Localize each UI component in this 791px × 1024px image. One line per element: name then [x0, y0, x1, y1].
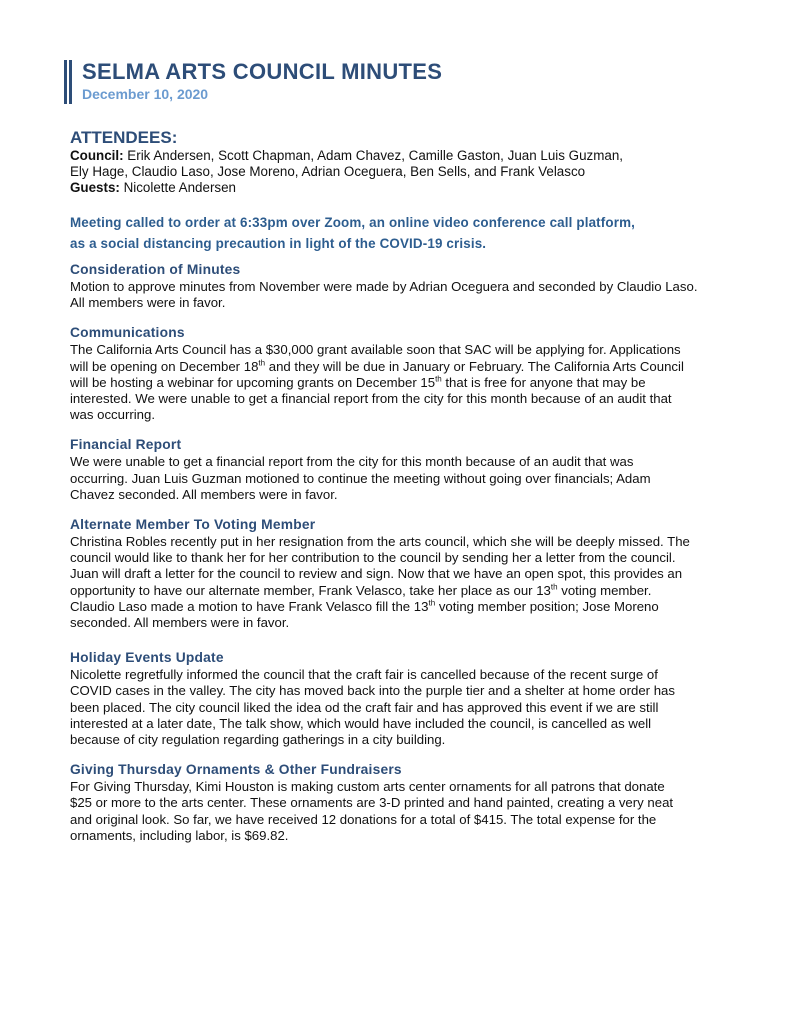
body-line: [70, 359, 760, 375]
body-line: interested. We were unable to get a financial report from the city for this month because of an audit that: [70, 391, 672, 407]
section-heading: Financial Report: [70, 437, 182, 453]
meeting-date: December 10, 2020: [82, 86, 209, 102]
section-communications: [70, 324, 760, 423]
section-body: [70, 279, 760, 311]
call-to-order-line: as a social distancing precaution in light of the COVID-19 crisis.: [70, 236, 487, 251]
section-body: [70, 454, 760, 503]
guests-names: Nicolette Andersen: [123, 180, 236, 195]
section-heading: Holiday Events Update: [70, 650, 224, 666]
ordinal-suffix: th: [258, 358, 266, 368]
title-accent-bar: [64, 60, 67, 104]
body-line: We were unable to get a financial report from the city for this month because of an audit that was: [70, 454, 634, 470]
body-line: been placed. The city council liked the idea od the craft fair and has approved this event if we are still: [70, 699, 659, 715]
body-text: Claudio Laso made a motion to have Frank Velasco fill the 13: [70, 598, 429, 614]
section-body: [70, 342, 760, 423]
body-line: Christina Robles recently put in her resignation from the arts council, which she will be deeply missed. The: [70, 534, 690, 550]
section-body: [70, 667, 760, 748]
body-line: Chavez seconded. All members were in favor.: [70, 486, 338, 502]
section-heading: Giving Thursday Ornaments & Other Fundraisers: [70, 762, 402, 778]
body-line: For Giving Thursday, Kimi Houston is making custom arts center ornaments for all patrons that donate: [70, 779, 665, 795]
body-text: voting member.: [557, 582, 652, 598]
section-body: [70, 534, 760, 631]
section-heading: Communications: [70, 325, 185, 341]
body-line: was occurring.: [70, 407, 156, 423]
body-line: $25 or more to the arts center. These ornaments are 3-D printed and hand painted, creating a very neat: [70, 795, 674, 811]
body-text: will be hosting a webinar for upcoming grants on December 15: [70, 374, 436, 390]
section-heading: Alternate Member To Voting Member: [70, 517, 316, 533]
body-line: occurring. Juan Luis Guzman motioned to continue the meeting without going over financials; Adam: [70, 470, 651, 486]
body-line: Nicolette regretfully informed the council that the craft fair is cancelled because of the recent surge of: [70, 667, 658, 683]
call-to-order: [70, 212, 760, 254]
guests-line: [70, 180, 760, 196]
body-text: will be opening on December 18: [70, 358, 259, 374]
ordinal-suffix: th: [428, 598, 436, 608]
section-body: [70, 779, 760, 844]
section-financial-report: [70, 436, 760, 503]
section-heading: Consideration of Minutes: [70, 262, 241, 277]
attendees-heading: ATTENDEES:: [70, 128, 178, 147]
body-line: Motion to approve minutes from November were made by Adrian Oceguera and seconded by Claudio Laso.: [70, 279, 698, 294]
section-giving-thursday: [70, 761, 760, 844]
council-members-2: Ely Hage, Claudio Laso, Jose Moreno, Adrian Oceguera, Ben Sells, and Frank Velasco: [70, 164, 586, 179]
body-line: because of city regulation regarding gatherings in a city building.: [70, 732, 446, 748]
body-line: council would like to thank her for her contribution to the council by sending her a letter from the council.: [70, 550, 676, 566]
call-to-order-line: Meeting called to order at 6:33pm over Zoom, an online video conference call platform,: [70, 215, 636, 230]
council-label: Council:: [70, 148, 124, 163]
guests-label: Guests:: [70, 180, 120, 195]
body-line: [70, 583, 760, 599]
ordinal-suffix: th: [550, 582, 558, 592]
body-text: voting member position; Jose Moreno: [435, 598, 659, 614]
body-line: Juan will draft a letter for the council to review and sign. Now that we have an open spot, this provides an: [70, 566, 683, 582]
body-line: COVID cases in the valley. The city has moved back into the purple tier and a shelter at home order has: [70, 683, 675, 699]
council-members-1: Erik Andersen, Scott Chapman, Adam Chavez, Camille Gaston, Juan Luis Guzman,: [127, 148, 623, 163]
body-line: [70, 375, 760, 391]
council-line: [70, 148, 760, 164]
section-minutes: [70, 261, 760, 311]
body-line: ornaments, including labor, is $69.82.: [70, 827, 289, 843]
ordinal-suffix: th: [435, 374, 442, 384]
body-line: and original look. So far, we have received 12 donations for a total of $415. The total expense for the: [70, 811, 657, 827]
body-line: All members were in favor.: [70, 295, 226, 311]
section-holiday-events: [70, 649, 760, 748]
body-text: opportunity to have our alternate member, Frank Velasco, take her place as our 13: [70, 582, 551, 598]
document-title: SELMA ARTS COUNCIL MINUTES: [82, 59, 443, 84]
document-page: [70, 58, 760, 844]
body-line: interested at a later date, The talk show, which would have included the council, is cancelled as well: [70, 715, 652, 731]
body-text: and they will be due in January or February. The California Arts Council: [265, 358, 684, 374]
section-alternate-member: [70, 516, 760, 631]
body-text: that is free for anyone that may be: [441, 374, 646, 390]
body-line: The California Arts Council has a $30,000 grant available soon that SAC will be applying for. Applications: [70, 342, 681, 358]
body-line: [70, 599, 760, 615]
title-accent-bar: [69, 60, 72, 104]
title-block: [70, 58, 760, 110]
body-line: seconded. All members were in favor.: [70, 615, 290, 631]
